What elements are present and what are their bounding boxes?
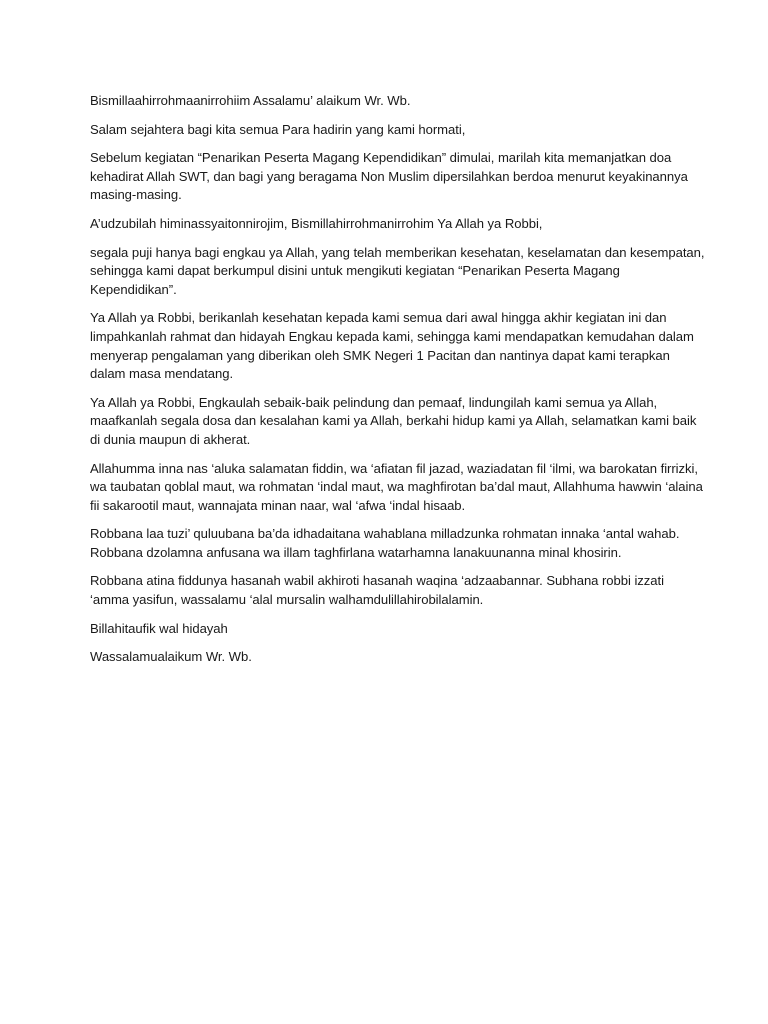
paragraph-opening-greeting: Bismillaahirrohmaanirrohiim Assalamu’ alaikum Wr. Wb. [90, 93, 411, 108]
paragraph-prayer-protection: Ya Allah ya Robbi, Engkaulah sebaik-baik pelindung dan pemaaf, lindungilah kami semua ya Allah, maafkanlah segala dosa dan kesalahan kami ya Allah, berkahi hidup kami ya Allah, selamatkan kami baik di dunia maupun di akherat. [90, 394, 697, 447]
paragraph-closing-greeting: Wassalamualaikum Wr. Wb. [90, 649, 252, 665]
paragraph-arabic-prayer-1: Allahumma inna nas ‘aluka salamatan fiddin, wa ‘afiatan fil jazad, waziadatan fil ‘ilmi, wa barokatan firrizki, wa taubatan qoblal maut, wa rohmatan ‘indal maut, wa maghfirotan ba’dal maut, Allahhuma hawwin ‘alaina fii sakarootil maut, wannajata minan naar, wal ‘afwa ‘indal hisaab. [90, 460, 703, 513]
paragraph-invitation-to-pray: Sebelum kegiatan “Penarikan Peserta Magang Kependidikan” dimulai, marilah kita memanjatkan doa kehadirat Allah SWT, dan bagi yang beragama Non Muslim dipersilahkan berdoa menurut keyakinannya masing-masing. [90, 150, 688, 203]
paragraph-salutation: Salam sejahtera bagi kita semua Para hadirin yang kami hormati, [90, 121, 466, 137]
paragraph-arabic-prayer-3: Robbana atina fiddunya hasanah wabil akhiroti hasanah waqina ‘adzaabannar. Subhana robbi izzati ‘amma yasifun, wassalamu ‘alal mursalin walhamdulillahirobilalamin. [90, 573, 664, 608]
paragraph-arabic-prayer-2: Robbana laa tuzi’ quluubana ba’da idhadaitana wahablana milladzunka rohmatan innaka ‘antal wahab. Robbana dzolamna anfusana wa illam taghfirlana watarhamna lanakuunanna minal khosirin. [90, 526, 680, 560]
paragraph-taawudz: A’udzubilah himinassyaitonnirojim, Bismillahirrohmanirrohim Ya Allah ya Robbi, [90, 215, 543, 231]
paragraph-closing-phrase: Billahitaufik wal hidayah [90, 620, 228, 636]
paragraph-prayer-health: Ya Allah ya Robbi, berikanlah kesehatan kepada kami semua dari awal hingga akhir kegiatan ini dan limpahkanlah rahmat dan hidayah Engkau kepada kami, sehingga kami mendapatkan kemudahan dalam menyerap pengalaman yang diberikan oleh SMK Negeri 1 Pacitan dan nantinya dapat kami terapkan dalam masa mendatang. [90, 310, 694, 382]
paragraph-praise: segala puji hanya bagi engkau ya Allah, yang telah memberikan kesehatan, keselamatan dan kesempatan, sehingga kami dapat berkumpul disini untuk mengikuti kegiatan “Penarikan Peserta Magang Kependidikan”. [90, 244, 705, 297]
